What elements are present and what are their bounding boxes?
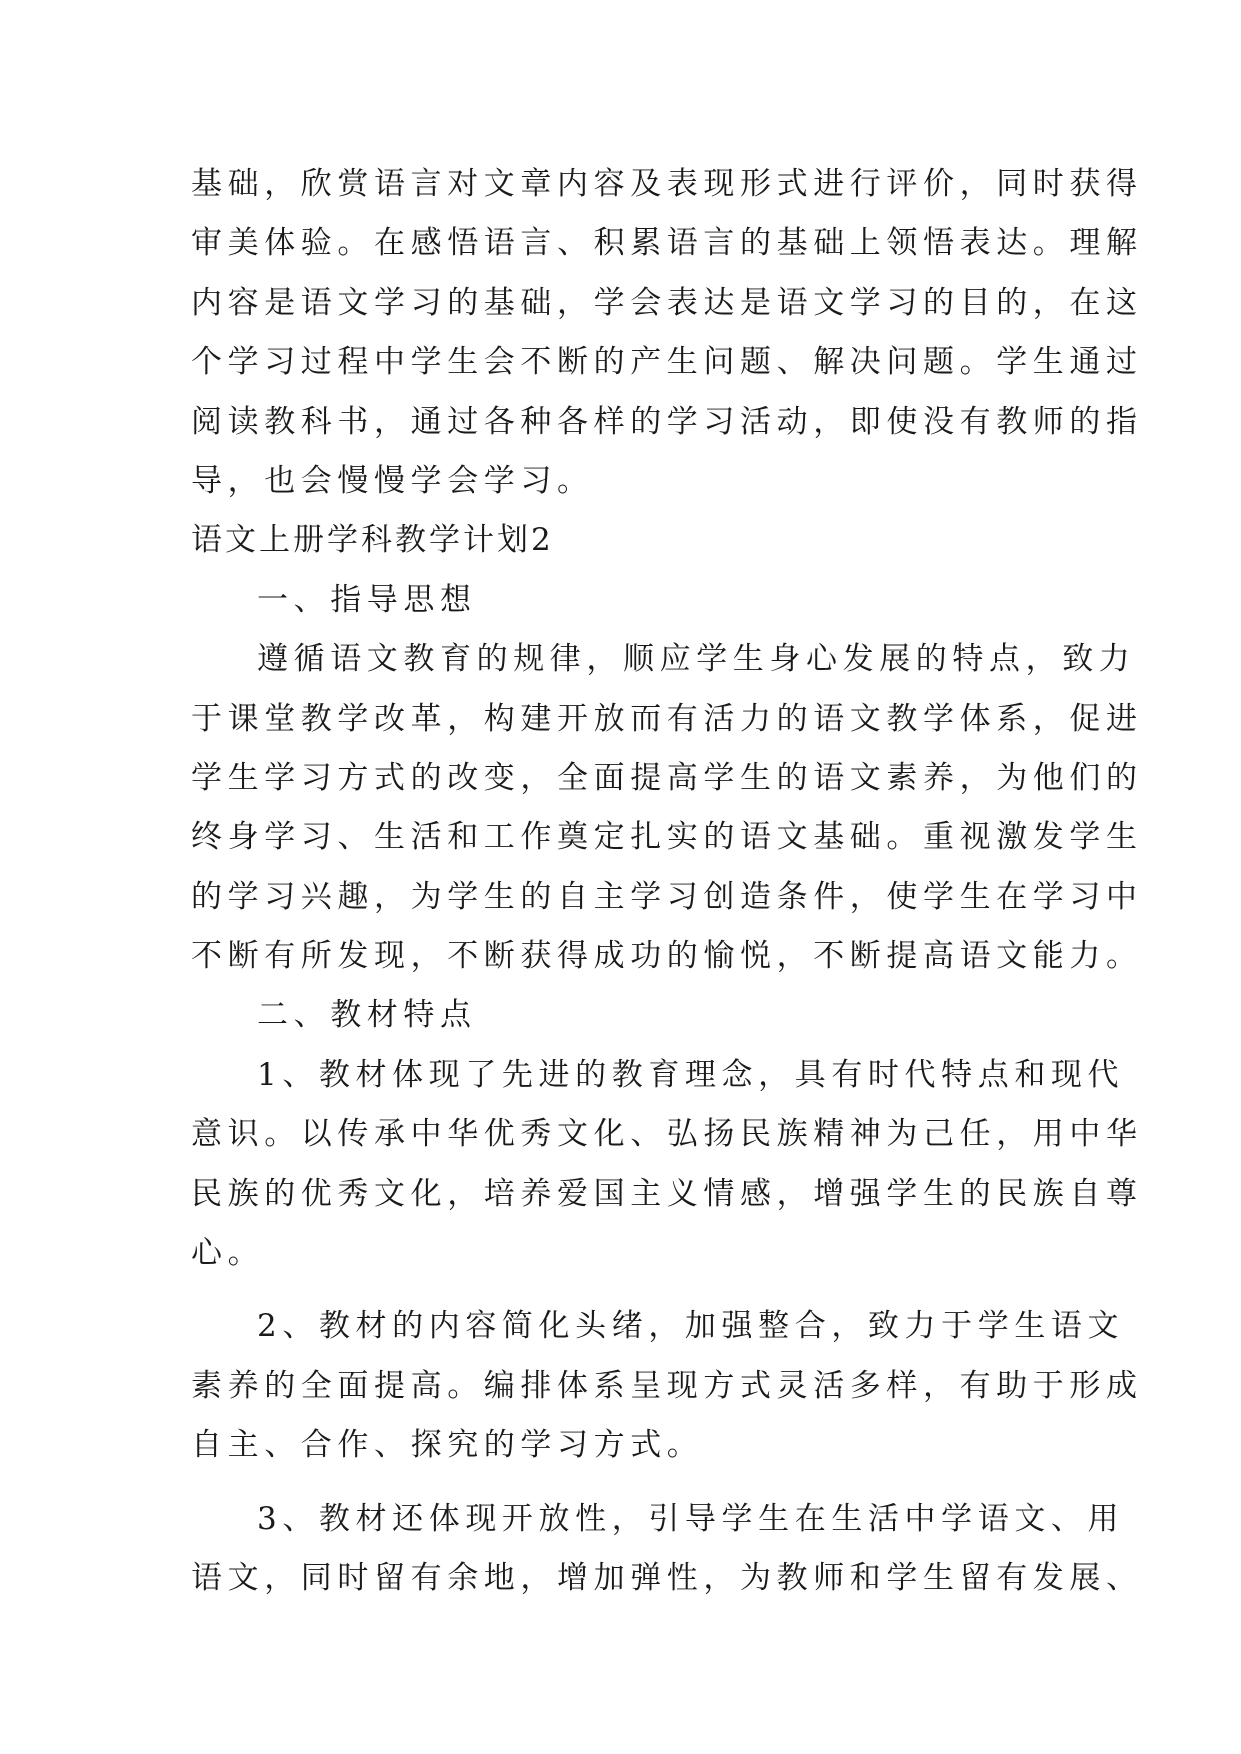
section-title: 语文上册学科教学计划2 (191, 522, 554, 559)
text-line: 学生学习方式的改变，全面提高学生的语文素养，为他们的 (191, 759, 1143, 796)
text-line: 二、教材特点 (257, 997, 477, 1034)
text-line: 2、教材的内容简化头绪，加强整合，致力于学生语文 (257, 1308, 1125, 1345)
text-line: 内容是语文学习的基础，学会表达是语文学习的目的，在这 (191, 284, 1143, 321)
text-line: 的学习兴趣，为学生的自主学习创造条件，使学生在学习中 (191, 878, 1143, 915)
text-line: 于课堂教学改革，构建开放而有活力的语文教学体系，促进 (191, 700, 1143, 737)
text-line: 语文，同时留有余地，增加弹性，为教师和学生留有发展、 (191, 1559, 1143, 1596)
text-line: 导，也会慢慢学会学习。 (191, 462, 594, 499)
text-line: 民族的优秀文化，培养爱国主义情感，增强学生的民族自尊 (191, 1175, 1143, 1212)
text-line: 阅读教科书，通过各种各样的学习活动，即使没有教师的指 (191, 403, 1143, 440)
text-line: 基础，欣赏语言对文章内容及表现形式进行评价，同时获得 (191, 166, 1143, 202)
text-line: 意识。以传承中华优秀文化、弘扬民族精神为己任，用中华 (191, 1116, 1143, 1153)
text-line: 终身学习、生活和工作奠定扎实的语文基础。重视激发学生 (191, 819, 1143, 856)
document-page (191, 155, 1143, 1608)
text-line: 3、教材还体现开放性，引导学生在生活中学语文、用 (257, 1500, 1125, 1537)
text-line: 不断有所发现，不断获得成功的愉悦，不断提高语文能力。 (191, 938, 1143, 975)
text-line: 1、教材体现了先进的教育理念，具有时代特点和现代 (257, 1056, 1125, 1093)
text-line: 自主、合作、探究的学习方式。 (191, 1427, 704, 1464)
text-line: 个学习过程中学生会不断的产生问题、解决问题。学生通过 (191, 344, 1143, 381)
text-line: 心。 (191, 1235, 265, 1272)
text-line: 审美体验。在感悟语言、积累语言的基础上领悟表达。理解 (191, 225, 1143, 262)
text-line: 遵循语文教育的规律，顺应学生身心发展的特点，致力 (257, 641, 1136, 678)
text-line: 一、指导思想 (257, 581, 477, 618)
text-line: 素养的全面提高。编排体系呈现方式灵活多样，有助于形成 (191, 1367, 1143, 1404)
